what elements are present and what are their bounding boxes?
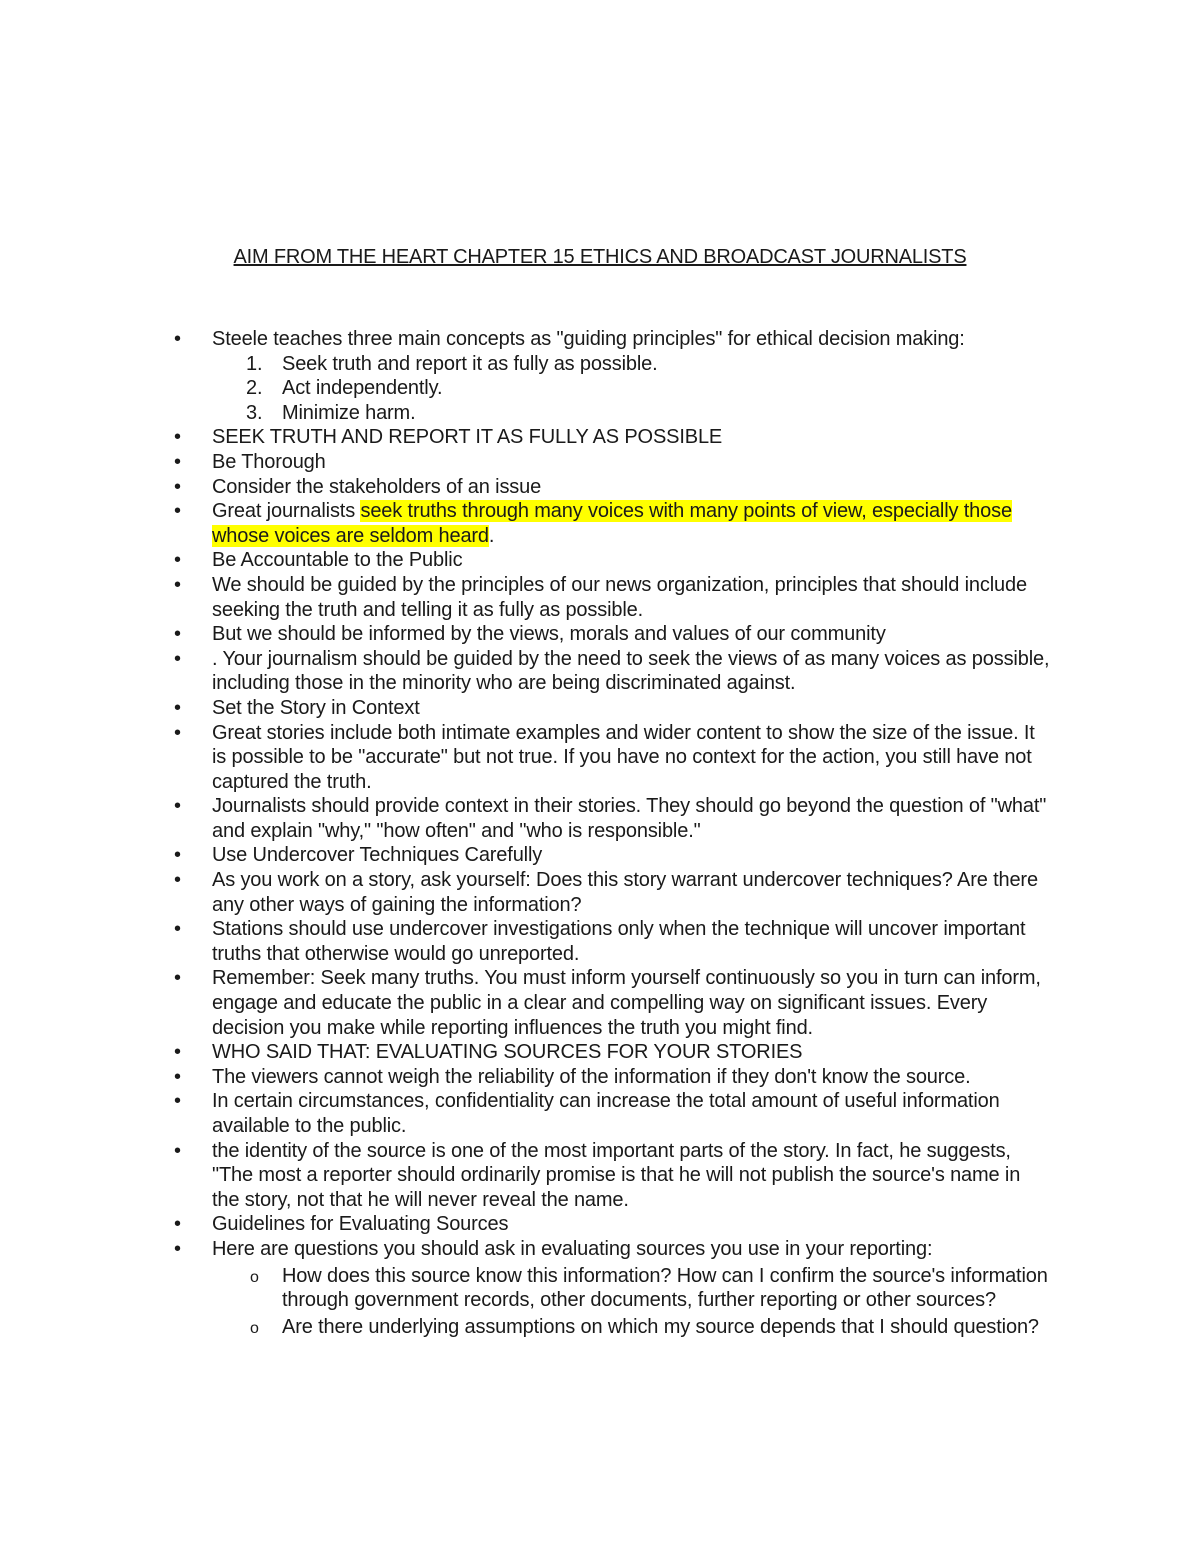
list-item <box>170 622 1050 647</box>
bullet-icon: • <box>174 967 181 990</box>
list-item-text: But we should be informed by the views, morals and values of our community <box>212 623 886 646</box>
bullet-icon: • <box>174 500 181 523</box>
list-item-text: the identity of the source is one of the most important parts of the story. In fact, he suggests, "The most a reporter should ordinarily promise is that he will not publish the source's name in the story, not that he will never reveal the name. <box>212 1139 1021 1211</box>
list-item <box>170 548 1050 573</box>
bullet-icon: • <box>174 623 181 646</box>
list-item-text-suffix: . <box>488 524 495 547</box>
list-item <box>170 794 1050 843</box>
list-item <box>170 327 1050 352</box>
list-item-text: Be Accountable to the Public <box>212 549 463 572</box>
sub-list-item <box>170 1264 1050 1313</box>
list-item <box>170 1089 1050 1138</box>
list-item <box>170 1237 1050 1262</box>
list-item-text: Use Undercover Techniques Carefully <box>212 844 543 867</box>
item-number: 2. <box>246 377 263 400</box>
list-item <box>170 499 1050 548</box>
list-item <box>170 721 1050 795</box>
bullet-icon: • <box>174 1090 181 1113</box>
bullet-icon: • <box>174 328 181 350</box>
bullet-icon: • <box>174 1041 181 1064</box>
list-item-text: The viewers cannot weigh the reliability of the information if they don't know the source. <box>212 1065 971 1088</box>
list-item-text: We should be guided by the principles of our news organization, principles that should include seeking the truth and telling it as fully as possible. <box>212 573 1027 621</box>
bullet-icon: • <box>174 573 181 596</box>
list-item-text: Consider the stakeholders of an issue <box>212 475 542 498</box>
list-item <box>170 966 1050 1040</box>
document-title: AIM FROM THE HEART CHAPTER 15 ETHICS AND BROADCAST JOURNALISTS <box>233 246 967 268</box>
list-item-text: . Your journalism should be guided by the need to seek the views of as many voices as possible, including those in the minority who are being discriminated against. <box>212 647 1050 695</box>
numbered-item-text: Seek truth and report it as fully as possible. <box>282 352 658 375</box>
list-item <box>170 425 1050 450</box>
list-item <box>170 1139 1050 1213</box>
bullet-icon: • <box>174 450 181 473</box>
bullet-icon: • <box>174 869 181 892</box>
list-item-text: Remember: Seek many truths. You must inform yourself continuously so you in turn can inform, engage and educate the public in a clear and compelling way on significant issues. Every decision you make while reporting influences the truth you might find. <box>212 967 1041 1039</box>
list-item-text: Be Thorough <box>212 450 326 473</box>
list-item-text: Set the Story in Context <box>212 696 420 719</box>
document-body <box>170 327 1050 1339</box>
sub-list-item-text: How does this source know this information? How can I confirm the source's information through government records, other documents, further reporting or other sources? <box>282 1264 1048 1312</box>
list-item <box>170 1065 1050 1090</box>
bullet-icon: • <box>174 426 181 449</box>
bullet-icon: • <box>174 1065 181 1088</box>
bullet-icon: • <box>174 918 181 941</box>
list-item <box>170 917 1050 966</box>
bullet-icon: • <box>174 549 181 572</box>
bullet-icon: • <box>174 795 181 818</box>
list-item <box>170 696 1050 721</box>
item-number: 3. <box>246 401 263 424</box>
list-item-text: As you work on a story, ask yourself: Does this story warrant undercover techniques? Are there any other ways of gaining the information? <box>212 869 1038 916</box>
list-item-text: Journalists should provide context in their stories. They should go beyond the question of "what" and explain "why," "how often" and "who is responsible." <box>212 795 1047 842</box>
list-item <box>170 647 1050 696</box>
list-item-text: SEEK TRUTH AND REPORT IT AS FULLY AS POSSIBLE <box>212 426 723 449</box>
list-item <box>170 1040 1050 1065</box>
circle-bullet-icon: o <box>250 1268 259 1286</box>
list-item-text-prefix: Great journalists <box>212 500 361 523</box>
list-item-text: Great stories include both intimate examples and wider content to show the size of the issue. It is possible to be "accurate" but not true. If you have no context for the action, you still have not captured the truth. <box>212 721 1035 793</box>
numbered-item <box>170 401 1050 426</box>
list-item-text: WHO SAID THAT: EVALUATING SOURCES FOR YOUR STORIES <box>212 1041 803 1064</box>
list-item-text: Guidelines for Evaluating Sources <box>212 1213 509 1236</box>
list-item <box>170 843 1050 868</box>
numbered-item-text: Act independently. <box>282 377 443 400</box>
bullet-icon: • <box>174 844 181 867</box>
bullet-icon: • <box>174 1139 181 1162</box>
bullet-icon: • <box>174 1213 181 1236</box>
list-item-text: Here are questions you should ask in evaluating sources you use in your reporting: <box>212 1237 933 1260</box>
bullet-icon: • <box>174 696 181 719</box>
numbered-item <box>170 376 1050 401</box>
list-item <box>170 450 1050 475</box>
list-item <box>170 1212 1050 1237</box>
sub-list-item-text: Are there underlying assumptions on which my source depends that I should question? <box>282 1315 1039 1338</box>
list-item-text: Stations should use undercover investigations only when the technique will uncover important truths that otherwise would go unreported. <box>212 918 1026 965</box>
list-item <box>170 573 1050 622</box>
bullet-icon: • <box>174 721 181 744</box>
sub-list-item <box>170 1315 1050 1340</box>
bullet-icon: • <box>174 647 181 670</box>
bullet-icon: • <box>174 475 181 498</box>
list-item <box>170 475 1050 500</box>
numbered-item <box>170 352 1050 377</box>
highlighted-text: seek truths through many voices with many points of view, especially those whose voices are seldom heard <box>212 500 1012 547</box>
bullet-icon: • <box>174 1237 181 1260</box>
list-item-text: Steele teaches three main concepts as "guiding principles" for ethical decision making: <box>212 328 965 350</box>
circle-bullet-icon: o <box>250 1319 259 1337</box>
item-number: 1. <box>246 352 263 375</box>
list-item <box>170 868 1050 917</box>
numbered-item-text: Minimize harm. <box>282 401 416 424</box>
list-item-text: In certain circumstances, confidentiality can increase the total amount of useful information available to the public. <box>212 1090 1000 1137</box>
